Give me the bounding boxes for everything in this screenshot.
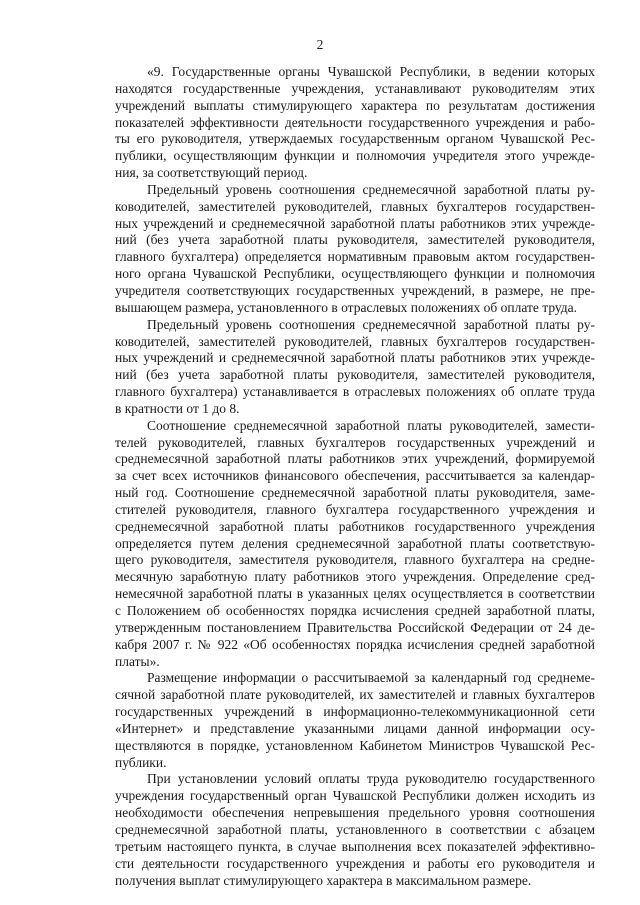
text-line: Размещение информации о рассчитываемой за календарный год среднеме- (147, 670, 595, 686)
paragraph-3 (115, 317, 595, 418)
text-line: определяется путем деления среднемесячной заработной платы соответствую- (115, 535, 595, 551)
text-line: ния, за соответствующий период. (115, 165, 308, 181)
text-line: учреждения государственный орган Чувашской Республики должен исходить из (115, 788, 595, 804)
text-line: главного бухгалтера) устанавливается в отраслевых положениях об оплате труда (115, 384, 595, 400)
text-line: При установлении условий оплаты труда руководителю государственного (147, 771, 595, 787)
text-line: публики, осуществляющим функции и полномочия учредителя этого учрежде- (115, 148, 595, 164)
text-line: телей руководителей, главных бухгалтеров государственных учреждений и (115, 434, 595, 450)
text-line: утвержденным постановлением Правительства Российской Федерации от 24 де- (115, 619, 595, 635)
text-line: кабря 2007 г. № 922 «Об особенностях порядка исчисления средней заработной (115, 636, 595, 652)
text-line: находятся государственные учреждения, устанавливают руководителям этих (115, 80, 595, 96)
text-line: «9. Государственные органы Чувашской Республики, в ведении которых (147, 64, 595, 79)
text-line: необходимости обеспечения непревышения предельного уровня соотношения (115, 805, 595, 821)
text-line: «Интернет» и представление указанными лицами данной информации осу- (115, 720, 595, 736)
text-line: в кратности от 1 до 8. (115, 400, 240, 416)
text-line: Предельный уровень соотношения среднемесячной заработной платы ру- (147, 316, 595, 332)
text-line: получения выплат стимулирующего характера в максимальном размере. (115, 872, 532, 888)
text-line: ный год. Соотношение среднемесячной заработной платы руководителя, заме- (115, 485, 595, 501)
text-line: ний (без учета заработной платы руководителя, заместителей руководителя, (115, 367, 595, 383)
paragraph-5 (115, 670, 595, 771)
text-line: платы». (115, 653, 160, 669)
text-line: Соотношение среднемесячной заработной платы руководителей, замести- (147, 417, 595, 433)
paragraph-1 (115, 64, 595, 182)
text-line: среднемесячной заработной платы работников этих учреждений, формируемой (115, 451, 595, 467)
paragraph-4 (115, 418, 595, 671)
text-line: сти деятельности государственного учреждения и работы его руководителя и (115, 855, 595, 871)
text-line: ний (без учета заработной платы руководителя, заместителей руководителя, (115, 232, 595, 248)
text-line: Предельный уровень соотношения среднемесячной заработной платы ру- (147, 181, 595, 197)
text-line: ных учреждений и среднемесячной заработной платы работников этих учрежде- (115, 215, 595, 231)
text-line: вышающем размера, установленного в отраслевых положениях об оплате труда. (115, 299, 578, 315)
text-line: публики. (115, 754, 167, 770)
paragraph-6 (115, 771, 595, 889)
text-line: показателей эффективности деятельности государственного учреждения и рабо- (115, 114, 595, 130)
text-line: ководителей, заместителей руководителей, главных бухгалтеров государствен- (115, 198, 595, 214)
text-line: ного органа Чувашской Республики, осуществляющего функции и полномочия (115, 266, 595, 282)
paragraph-2 (115, 182, 595, 317)
document-body (115, 64, 595, 889)
text-line: месячную заработную плату работников этого учреждения. Определение сред- (115, 569, 595, 585)
text-line: стителей руководителя, главного бухгалтера государственного учреждения и (115, 501, 595, 517)
text-line: учредителя соответствующих государственных учреждений, в размере, не пре- (115, 282, 595, 298)
text-line: за счет всех источников финансового обеспечения, рассчитывается за календар- (115, 468, 595, 484)
text-line: с Положением об особенностях порядка исчисления средней заработной платы, (115, 603, 595, 618)
page-number: 2 (316, 37, 324, 52)
text-line: среднемесячной заработной платы работников государственного учреждения (115, 518, 595, 534)
text-line: среднемесячной заработной платы, установленного в соответствии с абзацем (115, 821, 595, 837)
text-line: щего руководителя, заместителя руководителя, главного бухгалтера на средне- (115, 552, 595, 568)
text-line: ты его руководителя, утверждаемых государственным органом Чувашской Рес- (115, 131, 595, 147)
text-line: государственных учреждений в информационно-телекоммуникационной сети (115, 704, 595, 720)
text-line: немесячной заработной платы в указанных целях осуществляется в соответствии (115, 586, 595, 602)
text-line: ководителей, заместителей руководителей, главных бухгалтеров государствен- (115, 333, 595, 349)
text-line: ных учреждений и среднемесячной заработной платы работников этих учрежде- (115, 350, 595, 366)
text-line: третьим настоящего пункта, в случае выполнения всех показателей эффективно- (115, 838, 595, 854)
text-line: учреждений выплаты стимулирующего характера по результатам достижения (115, 97, 595, 113)
text-line: сячной заработной плате руководителей, их заместителей и главных бухгалтеров (115, 687, 595, 703)
text-line: ществляются в порядке, установленном Кабинетом Министров Чувашской Рес- (115, 737, 595, 753)
text-line: главного бухгалтера) определяется нормативным правовым актом государствен- (115, 249, 595, 265)
